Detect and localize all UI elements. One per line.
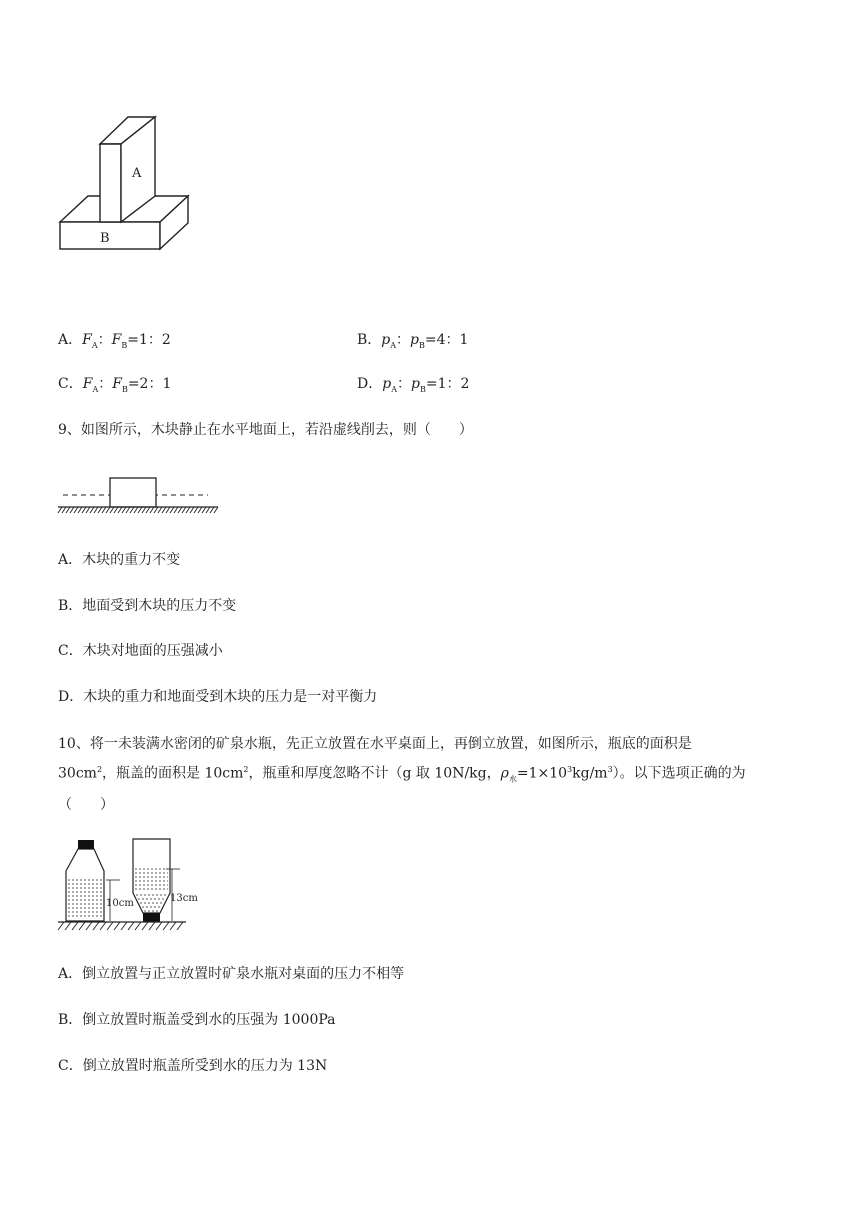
q9-stem: 9、如图所示，木块静止在水平地面上，若沿虚线削去，则（ ） (58, 422, 473, 438)
q8-option-d[interactable]: D．$p_A$：$p_B=1$：2 (357, 376, 470, 394)
upright-bottle (66, 849, 104, 921)
inverted-bottle (133, 839, 170, 913)
q9-option-c[interactable]: C．木块对地面的压强减小 (58, 643, 223, 659)
wood-block-figure (58, 472, 220, 518)
q10-stem-line1: 10、将一未装满水密闭的矿泉水瓶，先正立放置在水平桌面上，再倒立放置，如图所示，瓶底的面积是 (58, 736, 692, 752)
table-hatch (58, 922, 183, 930)
q9-option-b[interactable]: B．地面受到木块的压力不变 (58, 598, 237, 614)
q8-option-b[interactable]: B．$p_A$：$p_B=4$：1 (357, 332, 469, 350)
q10-stem-line2: $30cm^2$，瓶盖的面积是 $10cm^2$，瓶重和厚度忽略不计（g 取 10N/kg，$\rho_水=1\times 10^3kg/m^3$）。以下选项正确的为 (58, 765, 746, 784)
inverted-bottle-cap (143, 913, 160, 922)
q10-stem (58, 731, 808, 818)
label-13cm: 13cm (170, 893, 198, 904)
q10-option-b[interactable]: B．倒立放置时瓶盖受到水的压强为 1000Pa (58, 1012, 336, 1028)
label-10cm: 10cm (106, 898, 134, 909)
q8-option-c[interactable]: C．$F_A$：$F_B=2$：1 (58, 376, 172, 394)
q10-stem-line3: （ ） (58, 797, 114, 814)
block-a-left (100, 144, 121, 222)
ground-hatch (58, 507, 218, 513)
block-b-front (60, 222, 160, 249)
label-b: B (100, 231, 110, 246)
q9-option-a[interactable]: A．木块的重力不变 (58, 552, 181, 568)
q8-option-a[interactable]: A．$F_A$：$F_B=1$：2 (58, 332, 171, 350)
bottles-figure (58, 835, 198, 935)
upright-bottle-cap (78, 840, 94, 849)
label-a: A (132, 166, 142, 181)
q10-option-a[interactable]: A．倒立放置与正立放置时矿泉水瓶对桌面的压力不相等 (58, 966, 405, 982)
wood-block (110, 478, 156, 507)
q10-option-c[interactable]: C．倒立放置时瓶盖所受到水的压力为 13N (58, 1058, 328, 1074)
q9-option-d[interactable]: D．木块的重力和地面受到木块的压力是一对平衡力 (58, 689, 378, 705)
blocks-figure (58, 112, 193, 254)
